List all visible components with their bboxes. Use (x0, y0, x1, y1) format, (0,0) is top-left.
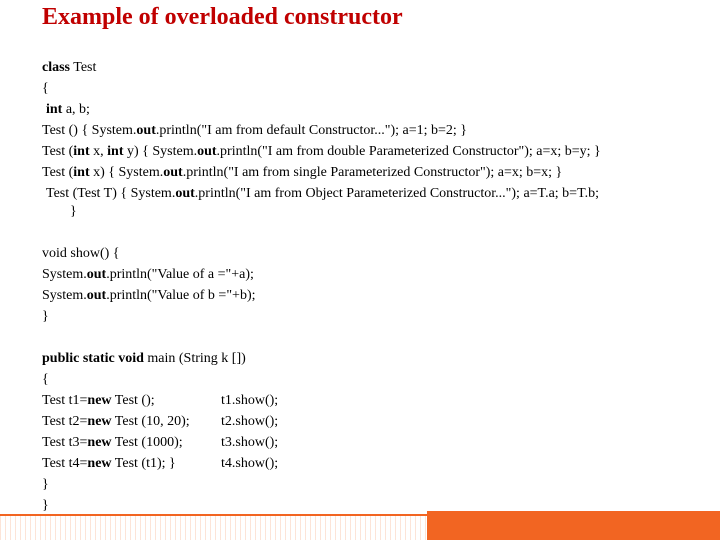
code-line-class-close: } (42, 498, 49, 513)
code-line-main-open: { (42, 372, 49, 387)
code-line-t1: Test t1=new Test (); t1.show(); (42, 393, 279, 408)
footer-pattern (0, 516, 427, 540)
code-line-t2: Test t2=new Test (10, 20); t2.show(); (42, 414, 279, 429)
code-line-fields: int a, b; (46, 102, 90, 117)
slide-title: Example of overloaded constructor (42, 4, 403, 30)
code-line-show-a: System.out.println("Value of a ="+a); (42, 267, 254, 282)
footer-accent-bar (427, 511, 720, 540)
code-line-object-constructor-close: } (70, 204, 77, 219)
code-line-t4: Test t4=new Test (t1); } t4.show(); (42, 456, 279, 471)
code-line-main-signature: public static void main (String k []) (42, 351, 246, 366)
code-line-t3: Test t3=new Test (1000); t3.show(); (42, 435, 279, 450)
code-line-class: class Test (42, 60, 97, 75)
code-line-show-close: } (42, 309, 49, 324)
footer-accent-line (0, 514, 427, 516)
code-line-default-constructor: Test () { System.out.println("I am from default Constructor..."); a=1; b=2; } (42, 123, 468, 138)
code-line-object-constructor: Test (Test T) { System.out.println("I am from Object Parameterized Constructor..."); a=T.a; b=T.b; (46, 186, 599, 201)
code-line-single-constructor: Test (int x) { System.out.println("I am from single Parameterized Constructor"); a=x; b=x; } (42, 165, 563, 180)
code-line-show-b: System.out.println("Value of b ="+b); (42, 288, 256, 303)
code-line-open-brace: { (42, 81, 49, 96)
code-line-show-signature: void show() { (42, 246, 120, 261)
code-line-main-close: } (42, 477, 49, 492)
code-line-double-constructor: Test (int x, int y) { System.out.println("I am from double Parameterized Constructor"); a=x; b=y; } (42, 144, 601, 159)
